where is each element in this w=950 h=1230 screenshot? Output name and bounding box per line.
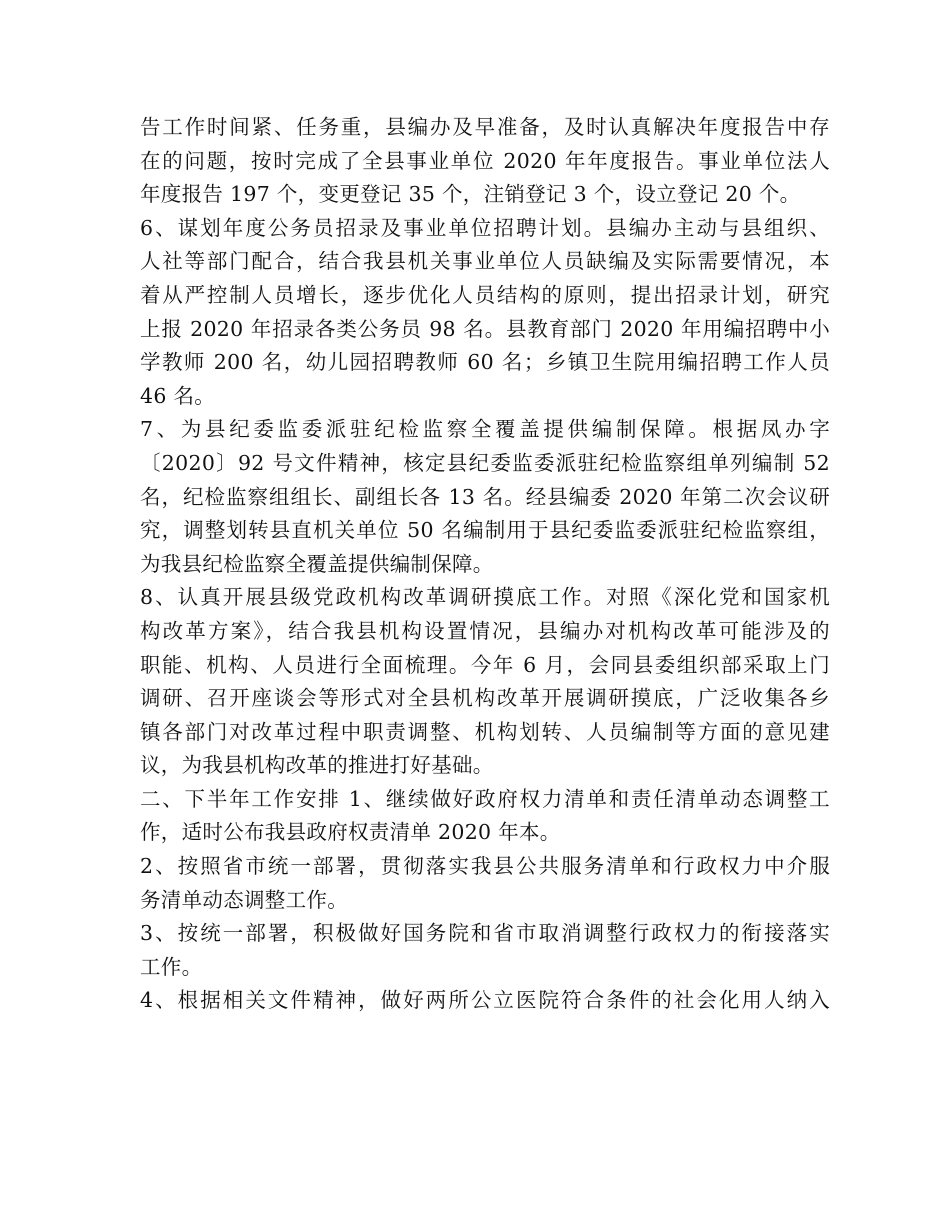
text-line: 工作。 <box>140 954 203 979</box>
text-line: 8、认真开展县级党政机构改革调研摸底工作。对照《深化党和国家机 <box>140 585 830 610</box>
text-line: 4、根据相关文件精神，做好两所公立医院符合条件的社会化用人纳入 <box>140 988 830 1013</box>
text-line: 告工作时间紧、任务重，县编办及早准备，及时认真解决年度报告中存 <box>140 115 830 139</box>
text-line: 镇各部门对改革过程中职责调整、机构划转、人员编制等方面的意见建 <box>140 719 830 744</box>
text-line: 7、为县纪委监委派驻纪检监察全覆盖提供编制保障。根据凤办字 <box>140 417 830 442</box>
text-line: 作，适时公布我县政府权责清单 2020 年本。 <box>140 820 561 845</box>
text-line: 职能、机构、人员进行全面梳理。今年 6 月，会同县委组织部采取上门 <box>140 652 830 677</box>
text-line: 人社等部门配合，结合我县机关事业单位人员缺编及实际需要情况，本 <box>140 249 830 274</box>
text-line: 究，调整划转县直机关单位 50 名编制用于县纪委监委派驻纪检监察组， <box>140 518 830 543</box>
text-line: 3、按统一部署，积极做好国务院和省市取消调整行政权力的衔接落实 <box>140 921 830 946</box>
body-text <box>140 111 830 1018</box>
text-line: 为我县纪检监察全覆盖提供编制保障。 <box>140 551 494 576</box>
text-line: 调研、召开座谈会等形式对全县机构改革开展调研摸底，广泛收集各乡 <box>140 686 830 711</box>
text-line: 46 名。 <box>140 383 216 408</box>
text-line: 6、谋划年度公务员招录及事业单位招聘计划。县编办主动与县组织、 <box>140 215 830 240</box>
text-line: 议，为我县机构改革的推进打好基础。 <box>140 753 494 778</box>
text-line: 着从严控制人员增长，逐步优化人员结构的原则，提出招录计划，研究 <box>140 282 830 307</box>
text-line: 名，纪检监察组组长、副组长各 13 名。经县编委 2020 年第二次会议研 <box>140 484 830 509</box>
text-line: 在的问题，按时完成了全县事业单位 2020 年年度报告。事业单位法人 <box>140 148 830 173</box>
text-line: 年度报告 197 个，变更登记 35 个，注销登记 3 个，设立登记 20 个。 <box>140 182 801 207</box>
text-line: 学教师 200 名，幼儿园招聘教师 60 名；乡镇卫生院用编招聘工作人员 <box>140 350 830 375</box>
text-line: 〔2020〕92 号文件精神，核定县纪委监委派驻纪检监察组单列编制 52 <box>140 450 830 475</box>
text-line: 二、下半年工作安排 1、继续做好政府权力清单和责任清单动态调整工 <box>140 786 830 811</box>
text-line: 上报 2020 年招录各类公务员 98 名。县教育部门 2020 年用编招聘中小 <box>140 316 830 341</box>
text-line: 2、按照省市统一部署，贯彻落实我县公共服务清单和行政权力中介服 <box>140 854 830 879</box>
text-line: 务清单动态调整工作。 <box>140 887 348 912</box>
text-line: 构改革方案》，结合我县机构设置情况，县编办对机构改革可能涉及的 <box>140 618 830 643</box>
